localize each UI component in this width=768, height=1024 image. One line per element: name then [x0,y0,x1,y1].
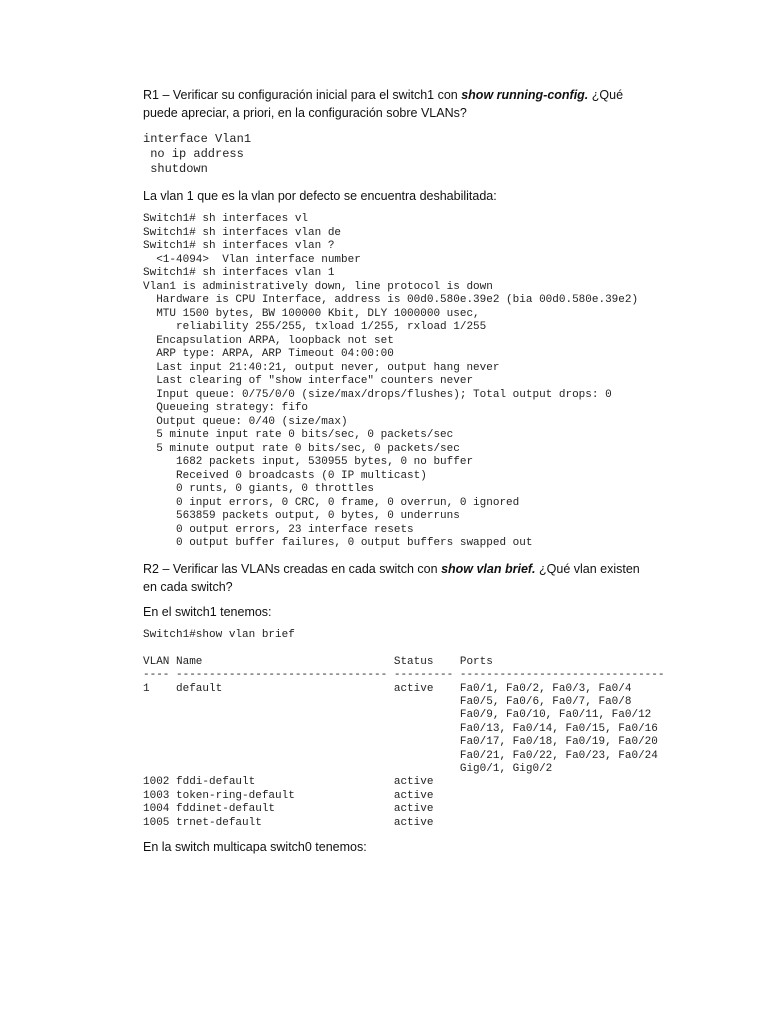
question-r1 [143,86,643,122]
switch0-intro: En la switch multicapa switch0 tenemos: [143,840,367,854]
command-show-vlan-brief: show vlan brief. [441,562,536,576]
show-vlan-brief-screenshot: Switch1#show vlan brief VLAN Name Status Ports ---- -------------------------------- --------- ------------------------------- 1 default active Fa0/1, Fa0/2, Fa0/3, Fa0/4 Fa0/5, Fa0/6, Fa0/7, Fa0/8 Fa0/9, Fa0/10, Fa0/11, Fa0/12 Fa0/13, Fa0/14, Fa0/15, Fa0/16 Fa0/17, Fa0/18, Fa0/19, Fa0/20 Fa0/21, Fa0/22, Fa0/23, Fa0/24 Gig0/1, Gig0/2 1002 fddi-default active 1003 token-ring-default active 1004 fddinet-default active 1005 trnet-default active [143,629,665,829]
question-r2-question: ¿Qué vlan existen en cada switch? [143,562,640,594]
vlan1-config-screenshot: interface Vlan1 no ip address shutdown [143,132,252,176]
sh-interfaces-vlan-screenshot: Switch1# sh interfaces vl Switch1# sh interfaces vlan de Switch1# sh interfaces vlan ? <1-4094> Vlan interface number Switch1# sh interfaces vlan 1 Vlan1 is administratively down, line protocol is down Hardware is CPU Interface, address is 00d0.580e.39e2 (bia 00d0.580e.39e2) MTU 1500 bytes, BW 100000 Kbit, DLY 1000000 usec, reliability 255/255, txload 1/255, rxload 1/255 Encapsulation ARPA, loopback not set ARP type: ARPA, ARP Timeout 04:00:00 Last input 21:40:21, output never, output hang never Last clearing of "show interface" counters never Input queue: 0/75/0/0 (size/max/drops/flushes); Total output drops: 0 Queueing strategy: fifo Output queue: 0/40 (size/max) 5 minute input rate 0 bits/sec, 0 packets/sec 5 minute output rate 0 bits/sec, 0 packets/sec 1682 packets input, 530955 bytes, 0 no buffer Received 0 broadcasts (0 IP multicast) 0 runts, 0 giants, 0 throttles 0 input errors, 0 CRC, 0 frame, 0 overrun, 0 ignored 563859 packets output, 0 bytes, 0 underruns 0 output errors, 23 interface resets 0 output buffer failures, 0 output buffers swapped out [143,213,639,549]
switch1-intro: En el switch1 tenemos: [143,605,272,619]
question-r2-text: R2 – Verificar las VLANs creadas en cada switch con [143,562,442,576]
question-r1-text: R1 – Verificar su configuración inicial para el switch1 con [143,88,462,102]
command-show-running-config: show running-config. [461,88,589,102]
vlan1-note: La vlan 1 que es la vlan por defecto se encuentra deshabilitada: [143,189,497,203]
question-r2 [143,560,643,596]
question-r1-question: ¿Qué puede apreciar, a priori, en la configuración sobre VLANs? [143,88,624,120]
